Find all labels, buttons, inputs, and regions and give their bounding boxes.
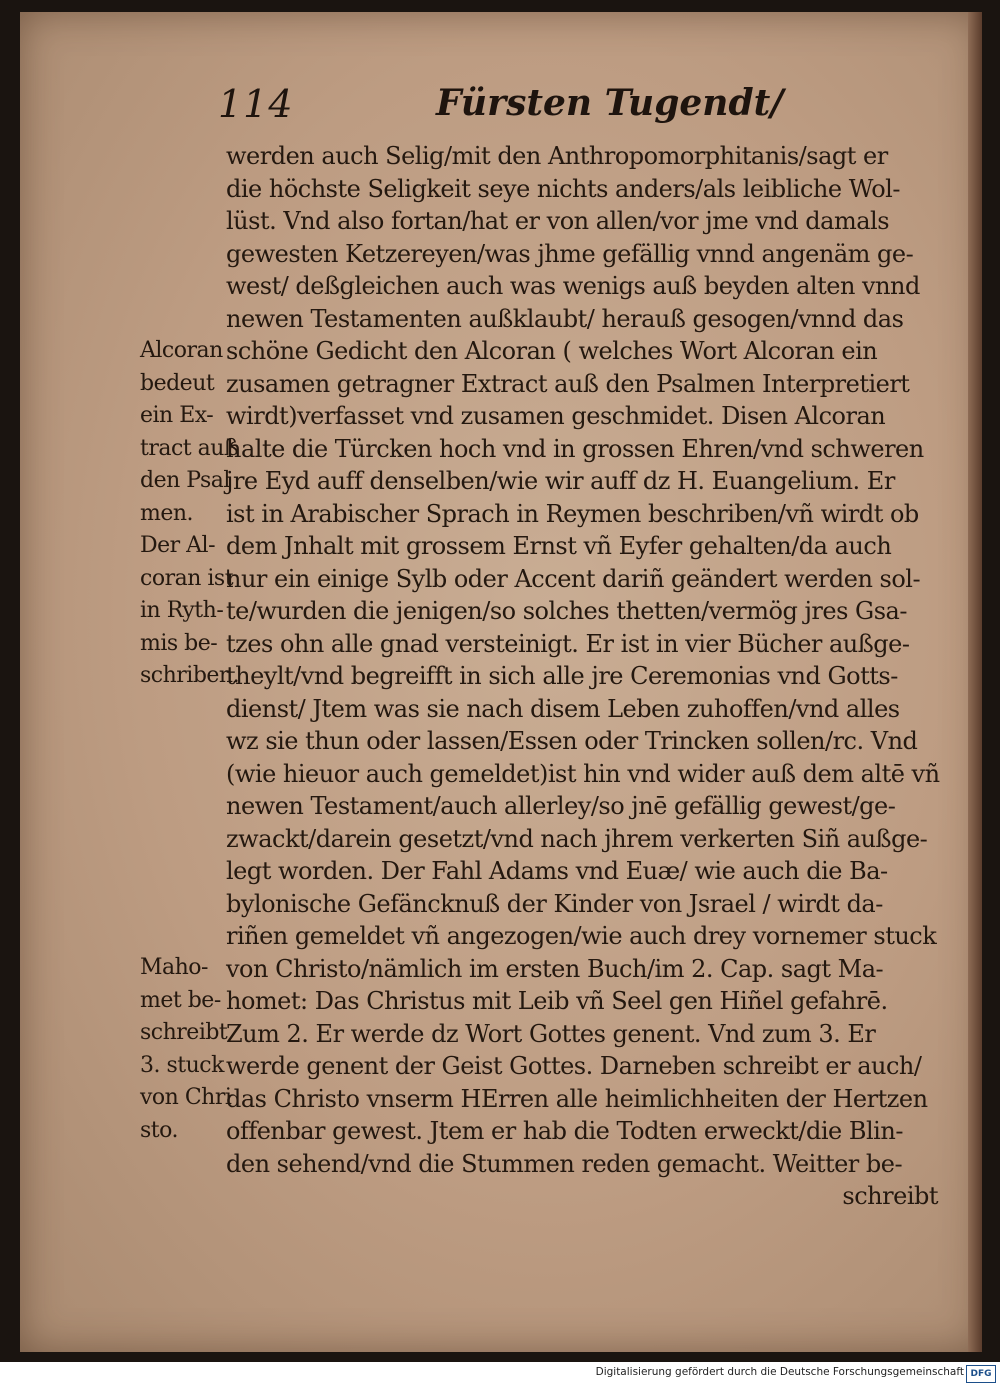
text-line: gewesten Ketzereyen/was jhme gefällig vnnd angenäm ge- [226,239,914,268]
text-line: von Christo/nämlich im ersten Buch/im 2. Cap. sagt Ma- [226,954,884,983]
margin-line: mis be- [140,630,218,656]
margin-line: ein Ex- [140,403,214,428]
margin-line: men. [140,500,194,526]
margin-note-rythmis [140,530,240,693]
footer-bar [0,1362,1000,1387]
text-line: bylonische Gefäncknuß der Kinder von Jsrael / wirdt da- [226,889,883,918]
text-line: newen Testament/auch allerley/so jnē gefällig gewest/ge- [226,792,896,820]
text-line: west/ deßgleichen auch was wenigs auß beyden alten vnnd [226,272,920,300]
text-line: zwackt/darein gesetzt/vnd nach jhrem verkerten Siñ außge- [226,824,928,853]
text-line: halte die Türcken hoch vnd in grossen Ehren/vnd schweren [226,434,924,463]
text-line: te/wurden die jenigen/so solches thetten/vermög jres Gsa- [226,597,907,625]
catchword: schreibt [842,1182,938,1210]
running-title: Fürsten Tugendt/ [436,82,784,124]
text-line: dem Jnhalt mit grossem Ernst vñ Eyfer gehalten/da auch [226,532,892,560]
margin-line: schriben. [140,663,240,688]
text-line: homet: Das Christus mit Leib vñ Seel gen Hiñel gefahrē. [226,987,888,1015]
text-line: das Christo vnserm HErren alle heimlichheiten der Hertzen [226,1084,928,1113]
margin-line: bedeut [140,370,215,396]
margin-line: Der Al- [140,533,216,558]
page-number: 114 [218,82,294,126]
text-line: tzes ohn alle gnad versteinigt. Er ist in vier Bücher außge- [226,629,910,658]
text-line: theylt/vnd begreifft in sich alle jre Ceremonias vnd Gotts- [226,662,898,690]
margin-line: coran ist [140,565,234,591]
text-line: werden auch Selig/mit den Anthropomorphitanis/sagt er [226,142,888,170]
text-line: wz sie thun oder lassen/Essen oder Trincken sollen/rc. Vnd [226,727,918,755]
body-text [226,140,938,1213]
dfg-logo: DFG [966,1365,996,1383]
text-line: newen Testamenten außklaubt/ herauß gesogen/vnnd das [226,304,904,333]
text-line: lüst. Vnd also fortan/hat er von allen/vor jme vnd damals [226,207,890,235]
text-line: dienst/ Jtem was sie nach disem Leben zuhoffen/vnd alles [226,694,900,723]
text-line: nur ein einige Sylb oder Accent dariñ geändert werden sol- [226,564,921,593]
margin-line: met be- [140,987,221,1013]
text-line: wirdt)verfasset vnd zusamen geschmidet. Disen Alcoran [226,402,886,430]
margin-line: Maho- [140,955,208,980]
margin-line: in Ryth- [140,598,224,623]
funding-credit: Digitalisierung gefördert durch die Deutsche Forschungsgemeinschaft [595,1366,964,1378]
text-line: schöne Gedicht den Alcoran ( welches Wort Alcoran ein [226,337,878,365]
text-line: (wie hieuor auch gemeldet)ist hin vnd wider auß dem altē vñ [226,759,940,788]
text-line: riñen gemeldet vñ angezogen/wie auch drey vornemer stuck [226,922,937,950]
margin-note-alcoran [140,335,240,530]
text-line: werde genent der Geist Gottes. Darneben schreibt er auch/ [226,1052,922,1080]
text-line: ist in Arabischer Sprach in Reymen beschriben/vñ wirdt ob [226,499,919,528]
margin-line: schreibt [140,1020,228,1045]
margin-line: von Chri [140,1085,232,1110]
margin-line: den Psal [140,468,230,493]
text-line: Zum 2. Er werde dz Wort Gottes genent. Vnd zum 3. Er [226,1019,876,1048]
page-edge [968,12,982,1352]
text-line: offenbar gewest. Jtem er hab die Todten erweckt/die Blin- [226,1117,903,1145]
margin-line: sto. [140,1117,178,1143]
text-line: jre Eyd auff denselben/wie wir auff dz H. Euangelium. Er [226,467,895,495]
page-header [218,82,918,132]
margin-line: 3. stuck [140,1052,224,1078]
margin-note-mahomet [140,952,240,1147]
text-line: zusamen getragner Extract auß den Psalmen Interpretiert [226,369,910,398]
margin-line: Alcoran [140,338,223,363]
text-line: die höchste Seligkeit seye nichts anders/als leibliche Wol- [226,174,900,203]
text-line: den sehend/vnd die Stummen reden gemacht. Weitter be- [226,1149,903,1178]
margin-line: tract auß [140,435,239,461]
text-line: legt worden. Der Fahl Adams vnd Euæ/ wie auch die Ba- [226,857,888,885]
